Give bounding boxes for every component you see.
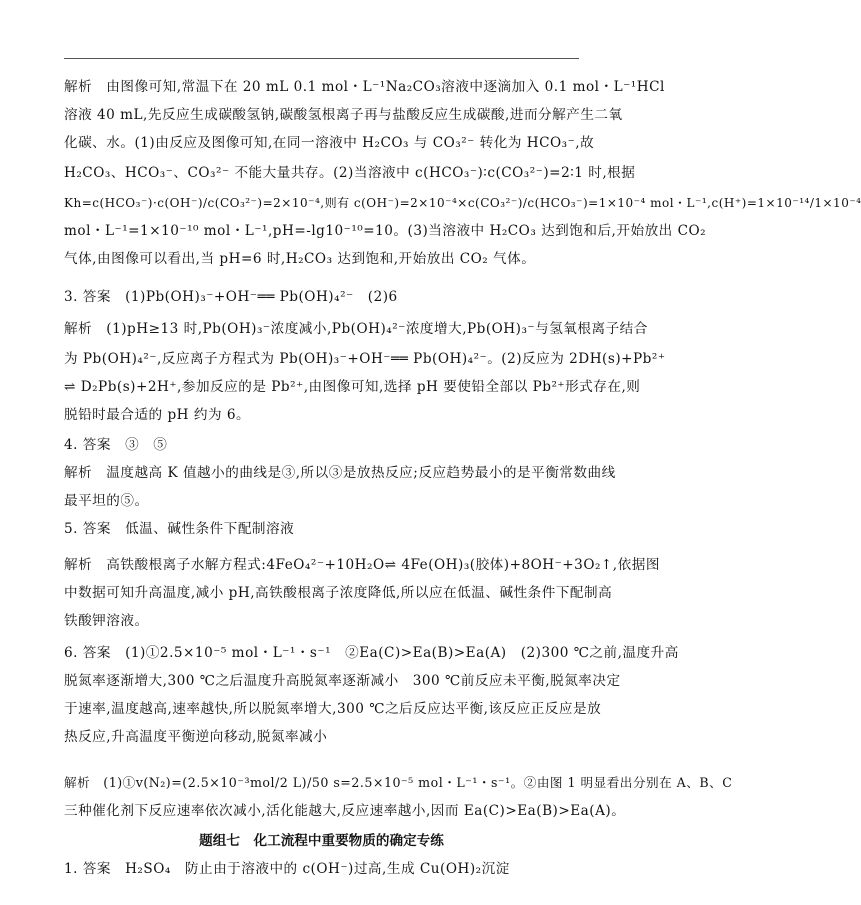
text-line: 最平坦的⑤。 xyxy=(64,493,149,509)
text-line: 于速率,温度越高,速率越快,所以脱氮率增大,300 ℃之后反应达平衡,该反应正反应是放 xyxy=(64,701,602,717)
text-line: 化碳、水。(1)由反应及图像可知,在同一溶液中 H₂CO₃ 与 CO₃²⁻ 转化为 HCO₃⁻,故 xyxy=(64,135,595,151)
text-line: 脱氮率逐渐增大,300 ℃之后温度升高脱氮率逐渐减小 300 ℃前反应未平衡,脱氮率决定 xyxy=(64,673,621,689)
text-line: 溶液 40 mL,先反应生成碳酸氢钠,碳酸氢根离子再与盐酸反应生成碳酸,进而分解产生二氧 xyxy=(64,107,623,123)
text-line: 三种催化剂下反应速率依次减小,活化能越大,反应速率越小,因而 Ea(C)>Ea(B)>Ea(A)。 xyxy=(64,803,626,819)
formula-line: Kh=c(HCO₃⁻)·c(OH⁻)/c(CO₃²⁻)=2×10⁻⁴,则有 c(OH⁻)=2×10⁻⁴×c(CO₃²⁻)/c(HCO₃⁻)=1×10⁻⁴ mol・L⁻¹,c(H⁺)=1×10⁻¹⁴/1×10⁻⁴ xyxy=(64,196,861,210)
answer-4: 4. 答案 ③ ⑤ xyxy=(64,437,168,453)
text-line: 解析 温度越高 K 值越小的曲线是③,所以③是放热反应;反应趋势最小的是平衡常数曲线 xyxy=(64,465,616,481)
text-line: 热反应,升高温度平衡逆向移动,脱氮率减小 xyxy=(64,729,328,745)
text-line: mol・L⁻¹=1×10⁻¹⁰ mol・L⁻¹,pH=-lg10⁻¹⁰=10。(3)当溶液中 H₂CO₃ 达到饱和后,开始放出 CO₂ xyxy=(64,223,707,239)
text-line: 为 Pb(OH)₄²⁻,反应离子方程式为 Pb(OH)₃⁻+OH⁻══ Pb(OH)₄²⁻。(2)反应为 2DH(s)+Pb²⁺ xyxy=(64,351,666,367)
text-line: 解析 由图像可知,常温下在 20 mL 0.1 mol・L⁻¹Na₂CO₃溶液中逐滴加入 0.1 mol・L⁻¹HCl xyxy=(64,79,665,95)
text-line: 气体,由图像可以看出,当 pH=6 时,H₂CO₃ 达到饱和,开始放出 CO₂ 气体。 xyxy=(64,251,536,267)
formula-line: 解析 (1)①v(N₂)=(2.5×10⁻³mol/2 L)/50 s=2.5×10⁻⁵ mol・L⁻¹・s⁻¹。②由图 1 明显看出分别在 A、B、C xyxy=(64,775,733,790)
answer-3: 3. 答案 (1)Pb(OH)₃⁻+OH⁻══ Pb(OH)₄²⁻ (2)6 xyxy=(64,289,398,305)
text-line: 脱铅时最合适的 pH 约为 6。 xyxy=(64,407,251,423)
section-heading: 题组七 化工流程中重要物质的确定专练 xyxy=(199,833,444,849)
text-line: 中数据可知升高温度,减小 pH,高铁酸根离子浓度降低,所以应在低温、碱性条件下配制高 xyxy=(64,585,613,601)
answer-6: 6. 答案 (1)①2.5×10⁻⁵ mol・L⁻¹・s⁻¹ ②Ea(C)>Ea(B)>Ea(A) (2)300 ℃之前,温度升高 xyxy=(64,645,679,661)
text-line: 铁酸钾溶液。 xyxy=(64,613,149,629)
answer-5: 5. 答案 低温、碱性条件下配制溶液 xyxy=(64,521,295,537)
answer-1: 1. 答案 H₂SO₄ 防止由于溶液中的 c(OH⁻)过高,生成 Cu(OH)₂沉淀 xyxy=(64,861,510,877)
header-rule xyxy=(64,58,579,59)
text-line: ⇌ D₂Pb(s)+2H⁺,参加反应的是 Pb²⁺,由图像可知,选择 pH 要使铅全部以 Pb²⁺形式存在,则 xyxy=(64,379,641,395)
text-line: 解析 高铁酸根离子水解方程式:4FeO₄²⁻+10H₂O⇌ 4Fe(OH)₃(胶体)+8OH⁻+3O₂↑,依据图 xyxy=(64,557,660,573)
text-line: 解析 (1)pH≥13 时,Pb(OH)₃⁻浓度减小,Pb(OH)₄²⁻浓度增大,Pb(OH)₃⁻与氢氧根离子结合 xyxy=(64,321,648,337)
text-line: H₂CO₃、HCO₃⁻、CO₃²⁻ 不能大量共存。(2)当溶液中 c(HCO₃⁻)∶c(CO₃²⁻)=2∶1 时,根据 xyxy=(64,165,636,181)
